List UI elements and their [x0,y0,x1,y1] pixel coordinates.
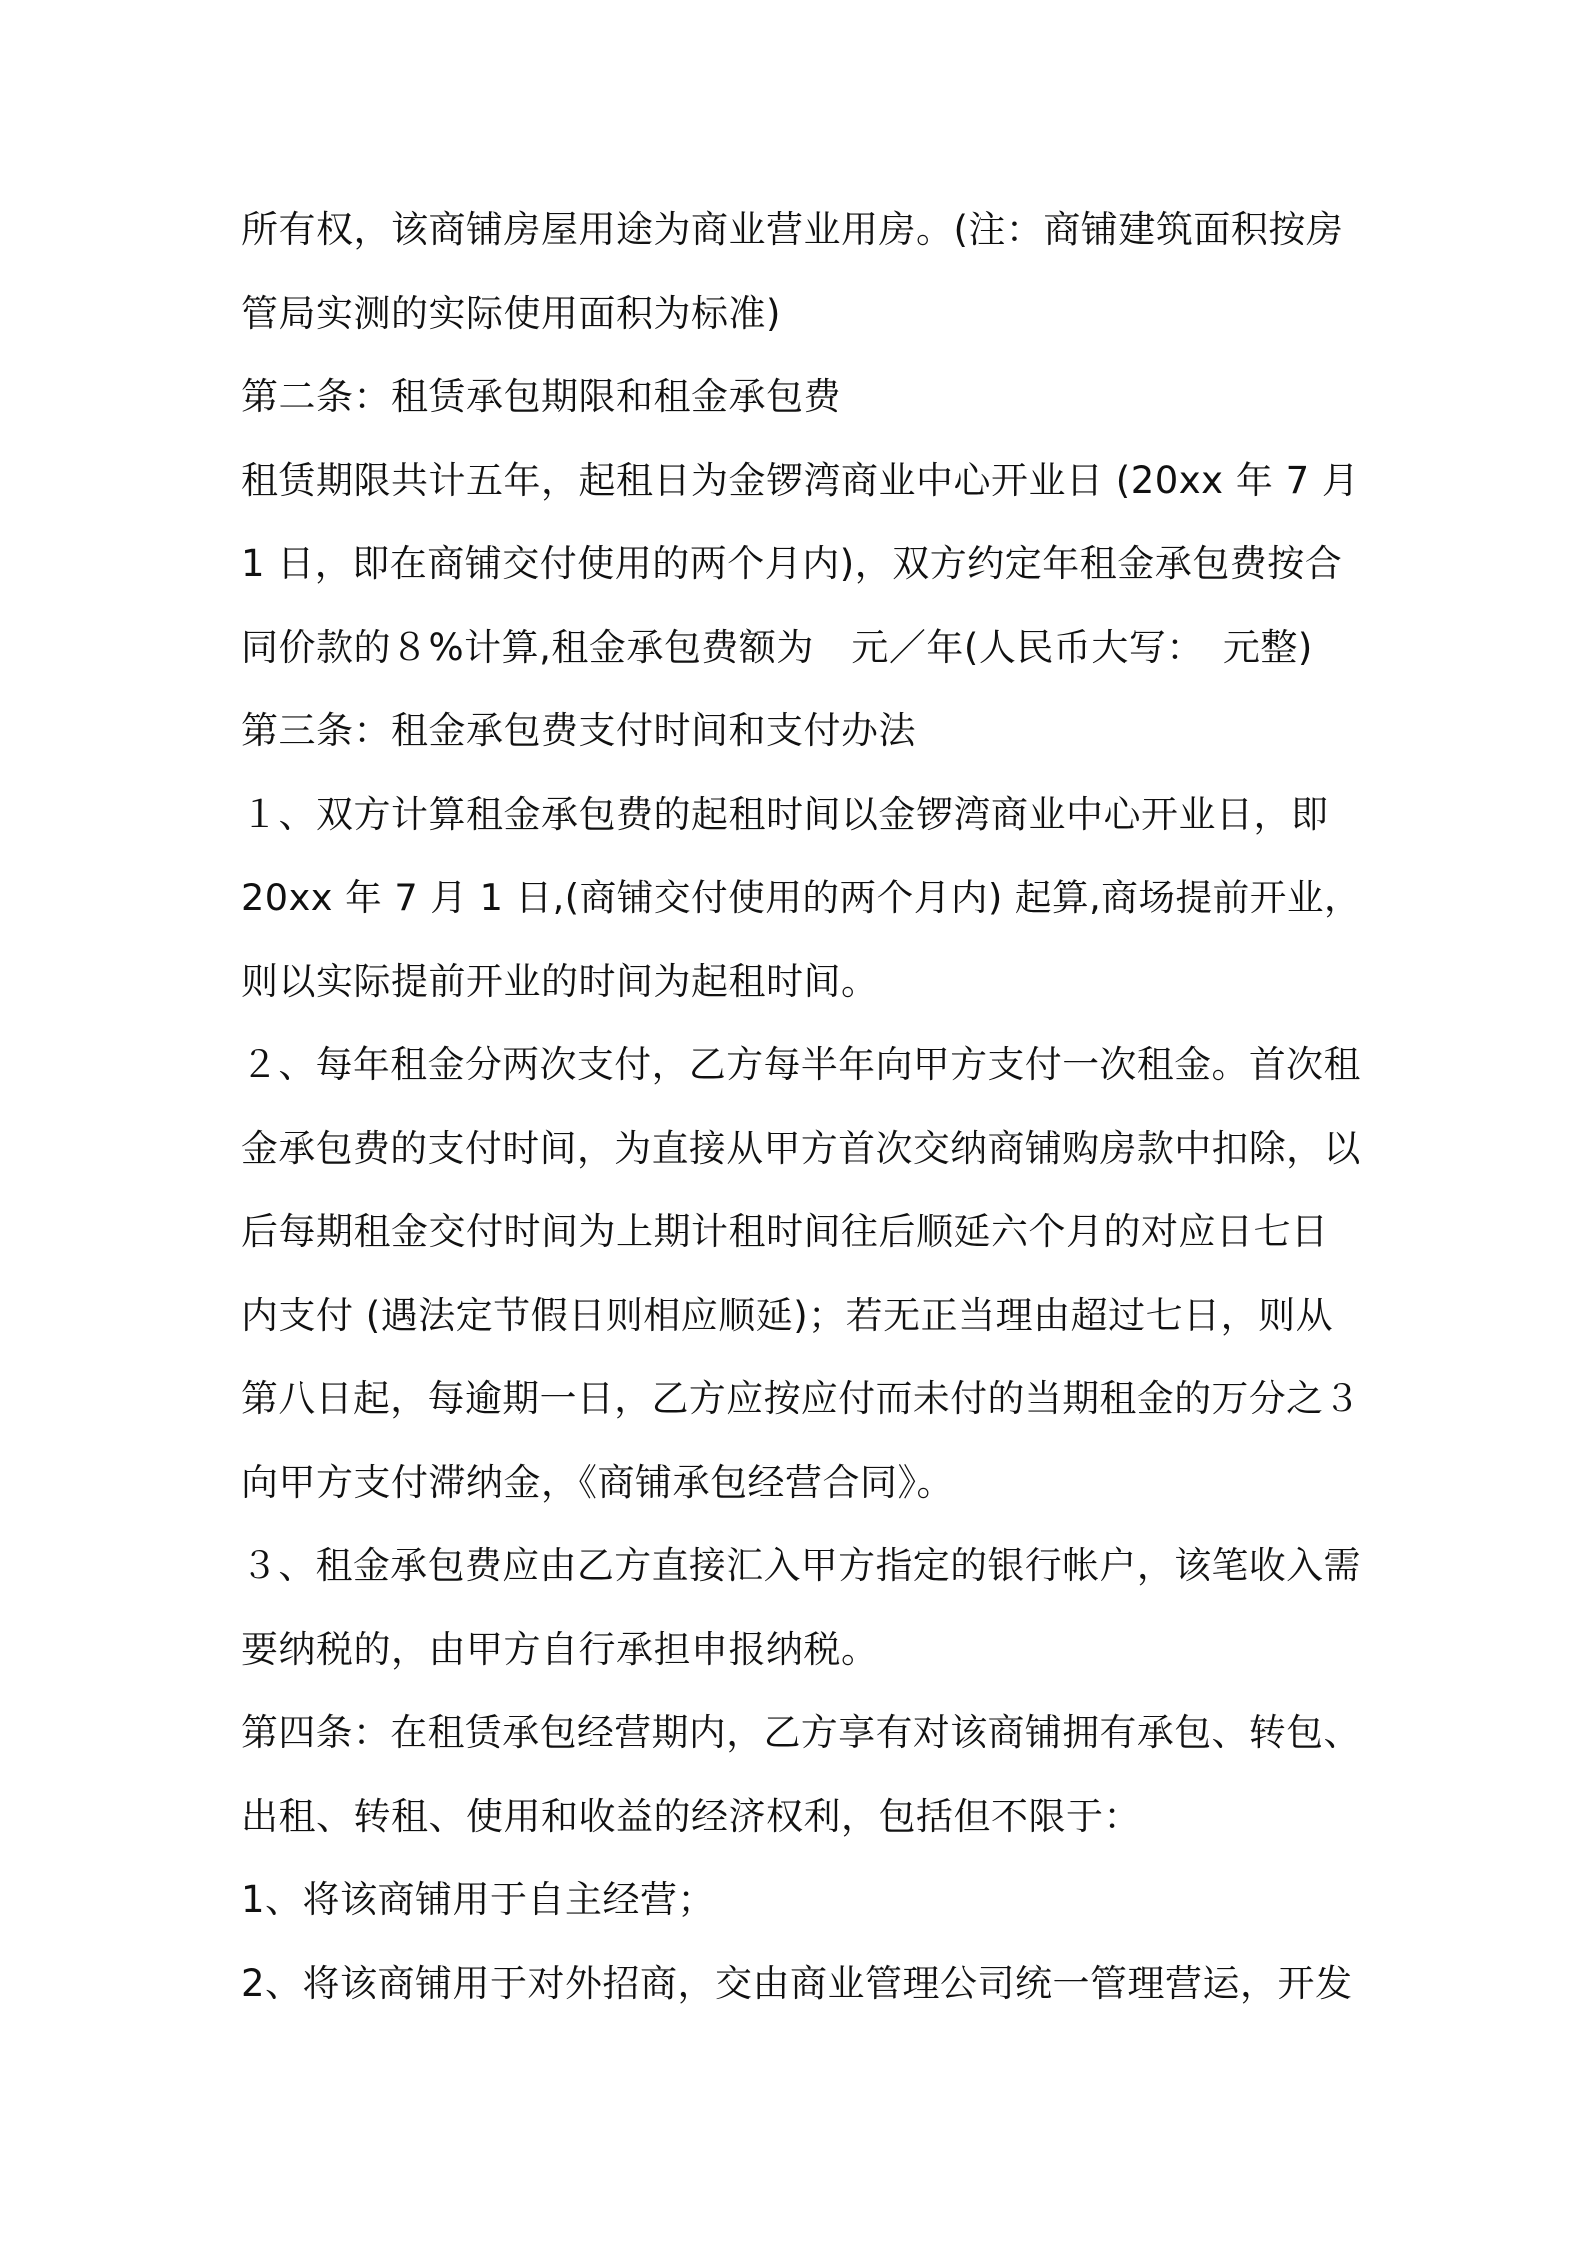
list-item: 2、将该商铺用于对外招商，交由商业管理公司统一管理营运，开发 [241,1962,1353,2005]
section-heading: 第四条：在租赁承包经营期内，乙方享有对该商铺拥有承包、转包、 [241,1711,1361,1754]
text-line: １、双方计算租金承包费的起租时间以金锣湾商业中心开业日，即 [241,793,1329,836]
list-item: 1、将该商铺用于自主经营； [241,1878,716,1921]
text-line: 向甲方支付滞纳金，《商铺承包经营合同》。 [241,1461,954,1504]
text-line: 则以实际提前开业的时间为起租时间。 [241,960,879,1003]
section-heading: 第二条：租赁承包期限和租金承包费 [241,375,841,418]
text-line: ２、每年租金分两次支付，乙方每半年向甲方支付一次租金。首次租 [241,1043,1361,1086]
text-line: 管局实测的实际使用面积为标准) [241,292,781,335]
text-line: 所有权，该商铺房屋用途为商业营业用房。(注：商铺建筑面积按房 [241,208,1344,251]
text-line: ３、租金承包费应由乙方直接汇入甲方指定的银行帐户，该笔收入需 [241,1544,1361,1587]
text-line: 后每期租金交付时间为上期计租时间往后顺延六个月的对应日七日 [241,1210,1329,1253]
text-line: 内支付 (遇法定节假日则相应顺延)；若无正当理由超过七日，则从 [241,1294,1334,1337]
text-line: 1 日，即在商铺交付使用的两个月内)，双方约定年租金承包费按合 [241,542,1343,585]
text-line: 要纳税的，由甲方自行承担申报纳税。 [241,1628,879,1671]
text-line: 20xx 年 7 月 1 日,(商铺交付使用的两个月内) 起算,商场提前开业， [241,876,1362,919]
text-line: 租赁期限共计五年，起租日为金锣湾商业中心开业日 (20xx 年 7 月 [241,459,1360,502]
section-heading: 第三条：租金承包费支付时间和支付办法 [241,709,916,752]
text-line: 金承包费的支付时间，为直接从甲方首次交纳商铺购房款中扣除，以 [241,1127,1361,1170]
text-line: 第八日起，每逾期一日，乙方应按应付而未付的当期租金的万分之３ [241,1377,1361,1420]
text-line: 出租、转租、使用和收益的经济权利，包括但不限于： [241,1795,1141,1838]
text-line: 同价款的８%计算,租金承包费额为 元／年(人民币大写： 元整) [241,626,1313,669]
